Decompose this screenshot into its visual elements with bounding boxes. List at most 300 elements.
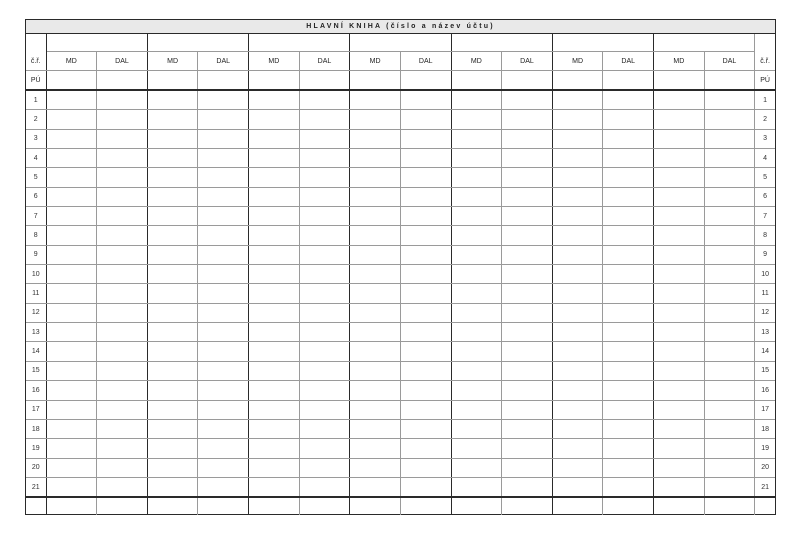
debit-cell[interactable] <box>147 110 198 129</box>
debit-cell[interactable] <box>46 187 97 206</box>
debit-cell[interactable] <box>451 284 502 303</box>
debit-cell[interactable] <box>46 265 97 284</box>
debit-cell[interactable] <box>552 400 603 419</box>
credit-cell[interactable] <box>603 458 654 477</box>
debit-cell[interactable] <box>147 90 198 110</box>
debit-cell[interactable] <box>552 284 603 303</box>
credit-cell[interactable] <box>603 207 654 226</box>
credit-cell[interactable] <box>198 477 249 497</box>
debit-cell[interactable] <box>249 226 300 245</box>
debit-cell[interactable] <box>451 400 502 419</box>
credit-cell[interactable] <box>502 149 553 168</box>
debit-cell[interactable] <box>249 477 300 497</box>
debit-cell[interactable] <box>46 226 97 245</box>
debit-cell[interactable] <box>451 149 502 168</box>
credit-cell[interactable] <box>299 187 350 206</box>
credit-cell[interactable] <box>502 245 553 264</box>
debit-cell[interactable] <box>451 477 502 497</box>
debit-cell[interactable] <box>654 129 705 148</box>
credit-cell[interactable] <box>299 245 350 264</box>
credit-cell[interactable] <box>400 187 451 206</box>
credit-cell[interactable] <box>97 71 148 91</box>
credit-cell[interactable] <box>97 284 148 303</box>
credit-cell[interactable] <box>502 400 553 419</box>
debit-cell[interactable] <box>350 284 401 303</box>
credit-cell[interactable] <box>704 303 755 322</box>
debit-cell[interactable] <box>552 129 603 148</box>
credit-cell[interactable] <box>603 265 654 284</box>
credit-cell[interactable] <box>704 149 755 168</box>
credit-cell[interactable] <box>400 381 451 400</box>
credit-cell[interactable] <box>198 149 249 168</box>
credit-cell[interactable] <box>299 400 350 419</box>
credit-cell[interactable] <box>400 245 451 264</box>
credit-cell[interactable] <box>603 110 654 129</box>
credit-cell[interactable] <box>400 477 451 497</box>
credit-cell[interactable] <box>299 458 350 477</box>
debit-cell[interactable] <box>654 265 705 284</box>
debit-cell[interactable] <box>46 439 97 458</box>
credit-cell[interactable] <box>603 439 654 458</box>
debit-cell[interactable] <box>147 168 198 187</box>
credit-cell[interactable] <box>198 419 249 438</box>
credit-cell[interactable] <box>299 381 350 400</box>
debit-total-cell[interactable] <box>46 497 97 515</box>
credit-cell[interactable] <box>603 381 654 400</box>
debit-cell[interactable] <box>249 381 300 400</box>
debit-cell[interactable] <box>350 361 401 380</box>
account-name-field[interactable] <box>46 34 147 52</box>
credit-cell[interactable] <box>97 458 148 477</box>
credit-cell[interactable] <box>198 439 249 458</box>
debit-cell[interactable] <box>46 458 97 477</box>
credit-cell[interactable] <box>198 284 249 303</box>
credit-cell[interactable] <box>603 90 654 110</box>
credit-cell[interactable] <box>97 226 148 245</box>
credit-cell[interactable] <box>299 71 350 91</box>
credit-cell[interactable] <box>704 323 755 342</box>
credit-cell[interactable] <box>97 303 148 322</box>
debit-cell[interactable] <box>654 168 705 187</box>
credit-cell[interactable] <box>704 342 755 361</box>
debit-cell[interactable] <box>552 207 603 226</box>
debit-cell[interactable] <box>350 439 401 458</box>
debit-cell[interactable] <box>46 342 97 361</box>
credit-cell[interactable] <box>400 226 451 245</box>
credit-cell[interactable] <box>400 284 451 303</box>
account-name-field[interactable] <box>147 34 248 52</box>
debit-cell[interactable] <box>249 323 300 342</box>
debit-cell[interactable] <box>654 110 705 129</box>
credit-cell[interactable] <box>198 71 249 91</box>
debit-cell[interactable] <box>46 129 97 148</box>
credit-cell[interactable] <box>502 477 553 497</box>
credit-cell[interactable] <box>603 342 654 361</box>
credit-cell[interactable] <box>502 323 553 342</box>
credit-cell[interactable] <box>704 226 755 245</box>
credit-cell[interactable] <box>299 284 350 303</box>
debit-cell[interactable] <box>249 361 300 380</box>
credit-cell[interactable] <box>603 303 654 322</box>
credit-cell[interactable] <box>704 129 755 148</box>
credit-cell[interactable] <box>704 381 755 400</box>
debit-cell[interactable] <box>451 361 502 380</box>
debit-cell[interactable] <box>147 303 198 322</box>
debit-cell[interactable] <box>654 303 705 322</box>
credit-cell[interactable] <box>198 129 249 148</box>
account-name-field[interactable] <box>552 34 653 52</box>
debit-cell[interactable] <box>451 90 502 110</box>
credit-cell[interactable] <box>400 342 451 361</box>
debit-cell[interactable] <box>46 284 97 303</box>
debit-cell[interactable] <box>451 245 502 264</box>
debit-cell[interactable] <box>147 342 198 361</box>
debit-cell[interactable] <box>654 90 705 110</box>
credit-cell[interactable] <box>198 323 249 342</box>
credit-cell[interactable] <box>97 265 148 284</box>
credit-cell[interactable] <box>400 458 451 477</box>
debit-cell[interactable] <box>451 110 502 129</box>
debit-cell[interactable] <box>552 149 603 168</box>
credit-cell[interactable] <box>603 226 654 245</box>
credit-cell[interactable] <box>704 400 755 419</box>
debit-cell[interactable] <box>552 439 603 458</box>
debit-cell[interactable] <box>654 381 705 400</box>
credit-cell[interactable] <box>502 303 553 322</box>
debit-cell[interactable] <box>147 361 198 380</box>
credit-total-cell[interactable] <box>603 497 654 515</box>
debit-total-cell[interactable] <box>654 497 705 515</box>
credit-cell[interactable] <box>502 187 553 206</box>
debit-cell[interactable] <box>451 419 502 438</box>
credit-cell[interactable] <box>299 439 350 458</box>
credit-cell[interactable] <box>299 90 350 110</box>
credit-cell[interactable] <box>97 439 148 458</box>
account-name-field[interactable] <box>350 34 451 52</box>
credit-cell[interactable] <box>97 361 148 380</box>
debit-cell[interactable] <box>451 439 502 458</box>
credit-cell[interactable] <box>299 265 350 284</box>
debit-cell[interactable] <box>552 71 603 91</box>
credit-cell[interactable] <box>198 245 249 264</box>
debit-cell[interactable] <box>46 419 97 438</box>
credit-cell[interactable] <box>400 110 451 129</box>
debit-cell[interactable] <box>654 439 705 458</box>
debit-cell[interactable] <box>147 419 198 438</box>
credit-cell[interactable] <box>704 284 755 303</box>
credit-cell[interactable] <box>603 149 654 168</box>
credit-cell[interactable] <box>198 168 249 187</box>
debit-total-cell[interactable] <box>552 497 603 515</box>
credit-cell[interactable] <box>97 323 148 342</box>
debit-cell[interactable] <box>350 342 401 361</box>
debit-cell[interactable] <box>147 149 198 168</box>
credit-cell[interactable] <box>704 71 755 91</box>
credit-cell[interactable] <box>704 245 755 264</box>
debit-cell[interactable] <box>451 265 502 284</box>
debit-cell[interactable] <box>654 400 705 419</box>
credit-cell[interactable] <box>502 265 553 284</box>
credit-cell[interactable] <box>299 477 350 497</box>
credit-cell[interactable] <box>97 90 148 110</box>
credit-cell[interactable] <box>97 477 148 497</box>
credit-cell[interactable] <box>198 226 249 245</box>
debit-cell[interactable] <box>552 226 603 245</box>
credit-cell[interactable] <box>299 168 350 187</box>
credit-cell[interactable] <box>603 71 654 91</box>
credit-total-cell[interactable] <box>299 497 350 515</box>
credit-cell[interactable] <box>502 129 553 148</box>
debit-cell[interactable] <box>147 265 198 284</box>
credit-cell[interactable] <box>502 90 553 110</box>
credit-cell[interactable] <box>299 149 350 168</box>
credit-cell[interactable] <box>97 149 148 168</box>
credit-cell[interactable] <box>603 400 654 419</box>
debit-cell[interactable] <box>654 207 705 226</box>
debit-cell[interactable] <box>46 303 97 322</box>
credit-cell[interactable] <box>400 90 451 110</box>
debit-cell[interactable] <box>147 381 198 400</box>
debit-cell[interactable] <box>552 168 603 187</box>
credit-cell[interactable] <box>502 226 553 245</box>
debit-cell[interactable] <box>552 342 603 361</box>
debit-cell[interactable] <box>451 342 502 361</box>
debit-cell[interactable] <box>249 129 300 148</box>
debit-cell[interactable] <box>249 245 300 264</box>
debit-cell[interactable] <box>350 207 401 226</box>
credit-cell[interactable] <box>704 439 755 458</box>
debit-cell[interactable] <box>451 226 502 245</box>
credit-cell[interactable] <box>502 342 553 361</box>
credit-cell[interactable] <box>603 323 654 342</box>
debit-cell[interactable] <box>552 303 603 322</box>
credit-cell[interactable] <box>603 419 654 438</box>
credit-cell[interactable] <box>704 90 755 110</box>
credit-cell[interactable] <box>299 361 350 380</box>
debit-cell[interactable] <box>46 207 97 226</box>
debit-cell[interactable] <box>46 168 97 187</box>
debit-cell[interactable] <box>350 400 401 419</box>
debit-cell[interactable] <box>654 361 705 380</box>
credit-cell[interactable] <box>704 458 755 477</box>
debit-cell[interactable] <box>249 439 300 458</box>
debit-cell[interactable] <box>147 284 198 303</box>
credit-cell[interactable] <box>603 245 654 264</box>
credit-cell[interactable] <box>97 129 148 148</box>
credit-cell[interactable] <box>97 187 148 206</box>
credit-cell[interactable] <box>704 477 755 497</box>
credit-total-cell[interactable] <box>704 497 755 515</box>
debit-cell[interactable] <box>350 168 401 187</box>
account-name-field[interactable] <box>451 34 552 52</box>
debit-cell[interactable] <box>147 458 198 477</box>
debit-cell[interactable] <box>147 439 198 458</box>
debit-cell[interactable] <box>654 149 705 168</box>
debit-cell[interactable] <box>350 265 401 284</box>
credit-cell[interactable] <box>97 419 148 438</box>
debit-cell[interactable] <box>654 419 705 438</box>
credit-cell[interactable] <box>299 323 350 342</box>
debit-cell[interactable] <box>451 458 502 477</box>
credit-total-cell[interactable] <box>97 497 148 515</box>
credit-cell[interactable] <box>299 110 350 129</box>
credit-cell[interactable] <box>704 168 755 187</box>
debit-cell[interactable] <box>249 149 300 168</box>
credit-cell[interactable] <box>198 303 249 322</box>
credit-cell[interactable] <box>502 168 553 187</box>
debit-cell[interactable] <box>46 149 97 168</box>
debit-cell[interactable] <box>249 265 300 284</box>
debit-cell[interactable] <box>654 226 705 245</box>
credit-cell[interactable] <box>603 168 654 187</box>
debit-cell[interactable] <box>350 381 401 400</box>
credit-cell[interactable] <box>299 303 350 322</box>
credit-cell[interactable] <box>198 110 249 129</box>
debit-cell[interactable] <box>350 187 401 206</box>
credit-cell[interactable] <box>400 71 451 91</box>
credit-total-cell[interactable] <box>198 497 249 515</box>
credit-cell[interactable] <box>603 129 654 148</box>
debit-cell[interactable] <box>451 323 502 342</box>
credit-cell[interactable] <box>400 129 451 148</box>
debit-cell[interactable] <box>654 458 705 477</box>
credit-cell[interactable] <box>299 342 350 361</box>
debit-total-cell[interactable] <box>350 497 401 515</box>
credit-cell[interactable] <box>97 245 148 264</box>
debit-cell[interactable] <box>552 187 603 206</box>
debit-cell[interactable] <box>147 129 198 148</box>
debit-cell[interactable] <box>451 187 502 206</box>
credit-cell[interactable] <box>400 265 451 284</box>
debit-total-cell[interactable] <box>451 497 502 515</box>
debit-cell[interactable] <box>350 149 401 168</box>
debit-cell[interactable] <box>654 342 705 361</box>
credit-total-cell[interactable] <box>400 497 451 515</box>
credit-cell[interactable] <box>704 419 755 438</box>
debit-cell[interactable] <box>46 245 97 264</box>
credit-cell[interactable] <box>97 168 148 187</box>
credit-cell[interactable] <box>198 342 249 361</box>
credit-cell[interactable] <box>400 303 451 322</box>
debit-cell[interactable] <box>147 245 198 264</box>
credit-cell[interactable] <box>198 458 249 477</box>
credit-cell[interactable] <box>400 207 451 226</box>
debit-cell[interactable] <box>451 381 502 400</box>
credit-cell[interactable] <box>198 90 249 110</box>
credit-cell[interactable] <box>400 400 451 419</box>
debit-cell[interactable] <box>654 477 705 497</box>
debit-cell[interactable] <box>249 187 300 206</box>
credit-cell[interactable] <box>198 187 249 206</box>
credit-cell[interactable] <box>400 168 451 187</box>
debit-cell[interactable] <box>350 129 401 148</box>
account-name-field[interactable] <box>654 34 755 52</box>
credit-cell[interactable] <box>400 323 451 342</box>
debit-cell[interactable] <box>552 265 603 284</box>
debit-cell[interactable] <box>350 303 401 322</box>
credit-cell[interactable] <box>198 207 249 226</box>
credit-cell[interactable] <box>502 110 553 129</box>
debit-cell[interactable] <box>552 323 603 342</box>
credit-cell[interactable] <box>97 110 148 129</box>
debit-cell[interactable] <box>350 323 401 342</box>
debit-cell[interactable] <box>451 129 502 148</box>
debit-cell[interactable] <box>552 90 603 110</box>
credit-cell[interactable] <box>704 361 755 380</box>
debit-cell[interactable] <box>46 361 97 380</box>
debit-cell[interactable] <box>249 207 300 226</box>
debit-cell[interactable] <box>147 400 198 419</box>
debit-cell[interactable] <box>552 477 603 497</box>
debit-cell[interactable] <box>552 458 603 477</box>
credit-cell[interactable] <box>603 284 654 303</box>
credit-cell[interactable] <box>502 419 553 438</box>
debit-cell[interactable] <box>46 381 97 400</box>
debit-cell[interactable] <box>46 400 97 419</box>
debit-cell[interactable] <box>147 187 198 206</box>
debit-cell[interactable] <box>46 71 97 91</box>
credit-cell[interactable] <box>603 187 654 206</box>
debit-cell[interactable] <box>552 245 603 264</box>
credit-cell[interactable] <box>603 361 654 380</box>
credit-cell[interactable] <box>97 400 148 419</box>
debit-cell[interactable] <box>350 458 401 477</box>
credit-cell[interactable] <box>400 439 451 458</box>
debit-cell[interactable] <box>249 400 300 419</box>
debit-cell[interactable] <box>552 419 603 438</box>
debit-cell[interactable] <box>654 284 705 303</box>
debit-cell[interactable] <box>46 90 97 110</box>
debit-cell[interactable] <box>451 168 502 187</box>
debit-cell[interactable] <box>249 90 300 110</box>
credit-cell[interactable] <box>502 361 553 380</box>
credit-cell[interactable] <box>502 284 553 303</box>
credit-cell[interactable] <box>97 381 148 400</box>
credit-cell[interactable] <box>502 207 553 226</box>
debit-cell[interactable] <box>350 419 401 438</box>
debit-cell[interactable] <box>654 187 705 206</box>
debit-cell[interactable] <box>249 71 300 91</box>
debit-cell[interactable] <box>552 381 603 400</box>
credit-cell[interactable] <box>198 265 249 284</box>
credit-cell[interactable] <box>502 381 553 400</box>
credit-cell[interactable] <box>704 187 755 206</box>
debit-cell[interactable] <box>350 90 401 110</box>
credit-cell[interactable] <box>400 361 451 380</box>
credit-cell[interactable] <box>704 265 755 284</box>
credit-cell[interactable] <box>502 71 553 91</box>
debit-cell[interactable] <box>350 110 401 129</box>
debit-cell[interactable] <box>552 361 603 380</box>
debit-cell[interactable] <box>147 207 198 226</box>
debit-cell[interactable] <box>249 342 300 361</box>
debit-cell[interactable] <box>451 303 502 322</box>
debit-total-cell[interactable] <box>147 497 198 515</box>
debit-cell[interactable] <box>654 245 705 264</box>
debit-cell[interactable] <box>350 71 401 91</box>
debit-cell[interactable] <box>654 323 705 342</box>
debit-cell[interactable] <box>147 323 198 342</box>
debit-cell[interactable] <box>147 71 198 91</box>
debit-cell[interactable] <box>350 226 401 245</box>
credit-total-cell[interactable] <box>502 497 553 515</box>
credit-cell[interactable] <box>704 207 755 226</box>
debit-cell[interactable] <box>46 110 97 129</box>
debit-cell[interactable] <box>249 168 300 187</box>
debit-cell[interactable] <box>451 207 502 226</box>
debit-cell[interactable] <box>249 303 300 322</box>
debit-cell[interactable] <box>350 477 401 497</box>
